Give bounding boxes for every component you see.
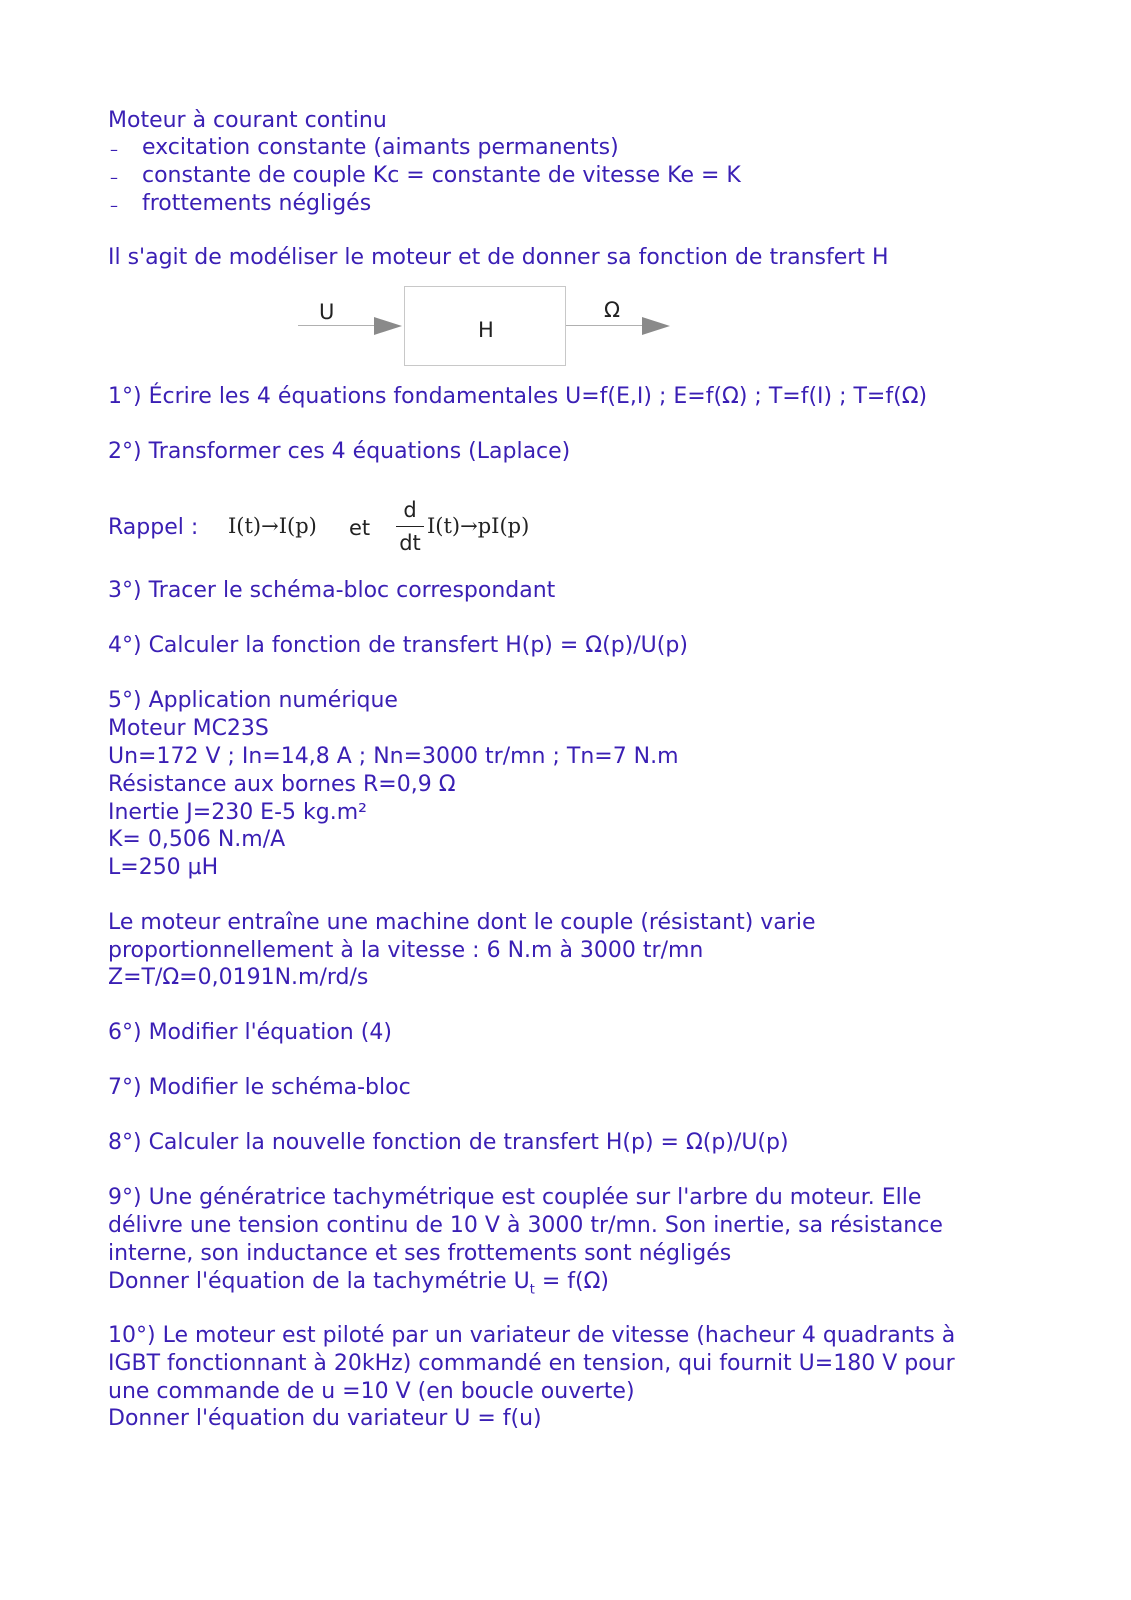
load-line-3: Z=T/Ω=0,0191N.m/rd/s [108,965,369,990]
output-label: Ω [604,298,621,322]
question-6: 6°) Modifier l'équation (4) [108,1020,392,1045]
question-10-line: IGBT fonctionnant à 20kHz) commandé en tension, qui fournit U=180 V pour [108,1351,955,1376]
question-10-line: Donner l'équation du variateur U = f(u) [108,1406,542,1431]
bullet-item: constante de couple Kc = constante de vitesse Ke = K [142,163,741,188]
motor-ratings: Un=172 V ; In=14,8 A ; Nn=3000 tr/mn ; Tn=7 N.m [108,744,679,769]
input-arrow-head-icon [374,317,402,335]
bullet-item: frottements négligés [142,191,372,216]
bullet-marker: – [110,140,118,159]
rappel-label: Rappel : [108,515,199,540]
motor-inertia: Inertie J=230 E-5 kg.m² [108,800,367,825]
input-label: U [319,300,335,324]
question-4: 4°) Calculer la fonction de transfert H(p) = Ω(p)/U(p) [108,633,688,658]
question-9-line: 9°) Une génératrice tachymétrique est couplée sur l'arbre du moteur. Elle [108,1185,922,1210]
rappel-expr-1: I(t)→I(p) [228,514,317,538]
motor-resistance: Résistance aux bornes R=0,9 Ω [108,772,456,797]
question-9-line: interne, son inductance et ses frottements sont négligés [108,1241,732,1266]
question-5: 5°) Application numérique [108,688,398,713]
bullet-item: excitation constante (aimants permanents) [142,135,619,160]
question-3: 3°) Tracer le schéma-bloc correspondant [108,578,556,603]
question-10-line: 10°) Le moteur est piloté par un variateur de vitesse (hacheur 4 quadrants à [108,1323,956,1348]
load-line-1: Le moteur entraîne une machine dont le couple (résistant) varie [108,910,816,935]
q9-ask-suffix: = f(Ω) [534,1269,609,1294]
motor-name: Moteur MC23S [108,716,269,741]
output-arrow-line [566,325,646,326]
bullet-marker: – [110,168,118,187]
q9-ask-subscript: t [529,1282,535,1298]
question-9-ask [108,1268,609,1304]
question-2: 2°) Transformer ces 4 équations (Laplace) [108,439,571,464]
question-1: 1°) Écrire les 4 équations fondamentales U=f(E,I) ; E=f(Ω) ; T=f(I) ; T=f(Ω) [108,384,928,409]
q9-ask-prefix: Donner l'équation de la tachymétrie U [108,1269,530,1294]
motor-k: K= 0,506 N.m/A [108,827,286,852]
block-label: H [478,318,494,342]
rappel-et: et [349,516,371,540]
fraction-numerator: d [403,498,417,522]
question-10-line: une commande de u =10 V (en boucle ouverte) [108,1379,635,1404]
question-9-line: délivre une tension continu de 10 V à 3000 tr/mn. Son inertie, sa résistance [108,1213,943,1238]
input-arrow-line [298,325,378,326]
rappel-expr-2: I(t)→pI(p) [427,514,530,538]
output-arrow-head-icon [642,317,670,335]
fraction-bar [396,526,424,527]
question-7: 7°) Modifier le schéma-bloc [108,1075,411,1100]
goal-text: Il s'agit de modéliser le moteur et de donner sa fonction de transfert H [108,245,889,270]
motor-l: L=250 µH [108,855,219,880]
doc-title: Moteur à courant continu [108,108,387,133]
question-8: 8°) Calculer la nouvelle fonction de transfert H(p) = Ω(p)/U(p) [108,1130,789,1155]
fraction-denominator: dt [399,531,421,555]
bullet-marker: – [110,196,118,215]
load-line-2: proportionnellement à la vitesse : 6 N.m à 3000 tr/mn [108,938,704,963]
